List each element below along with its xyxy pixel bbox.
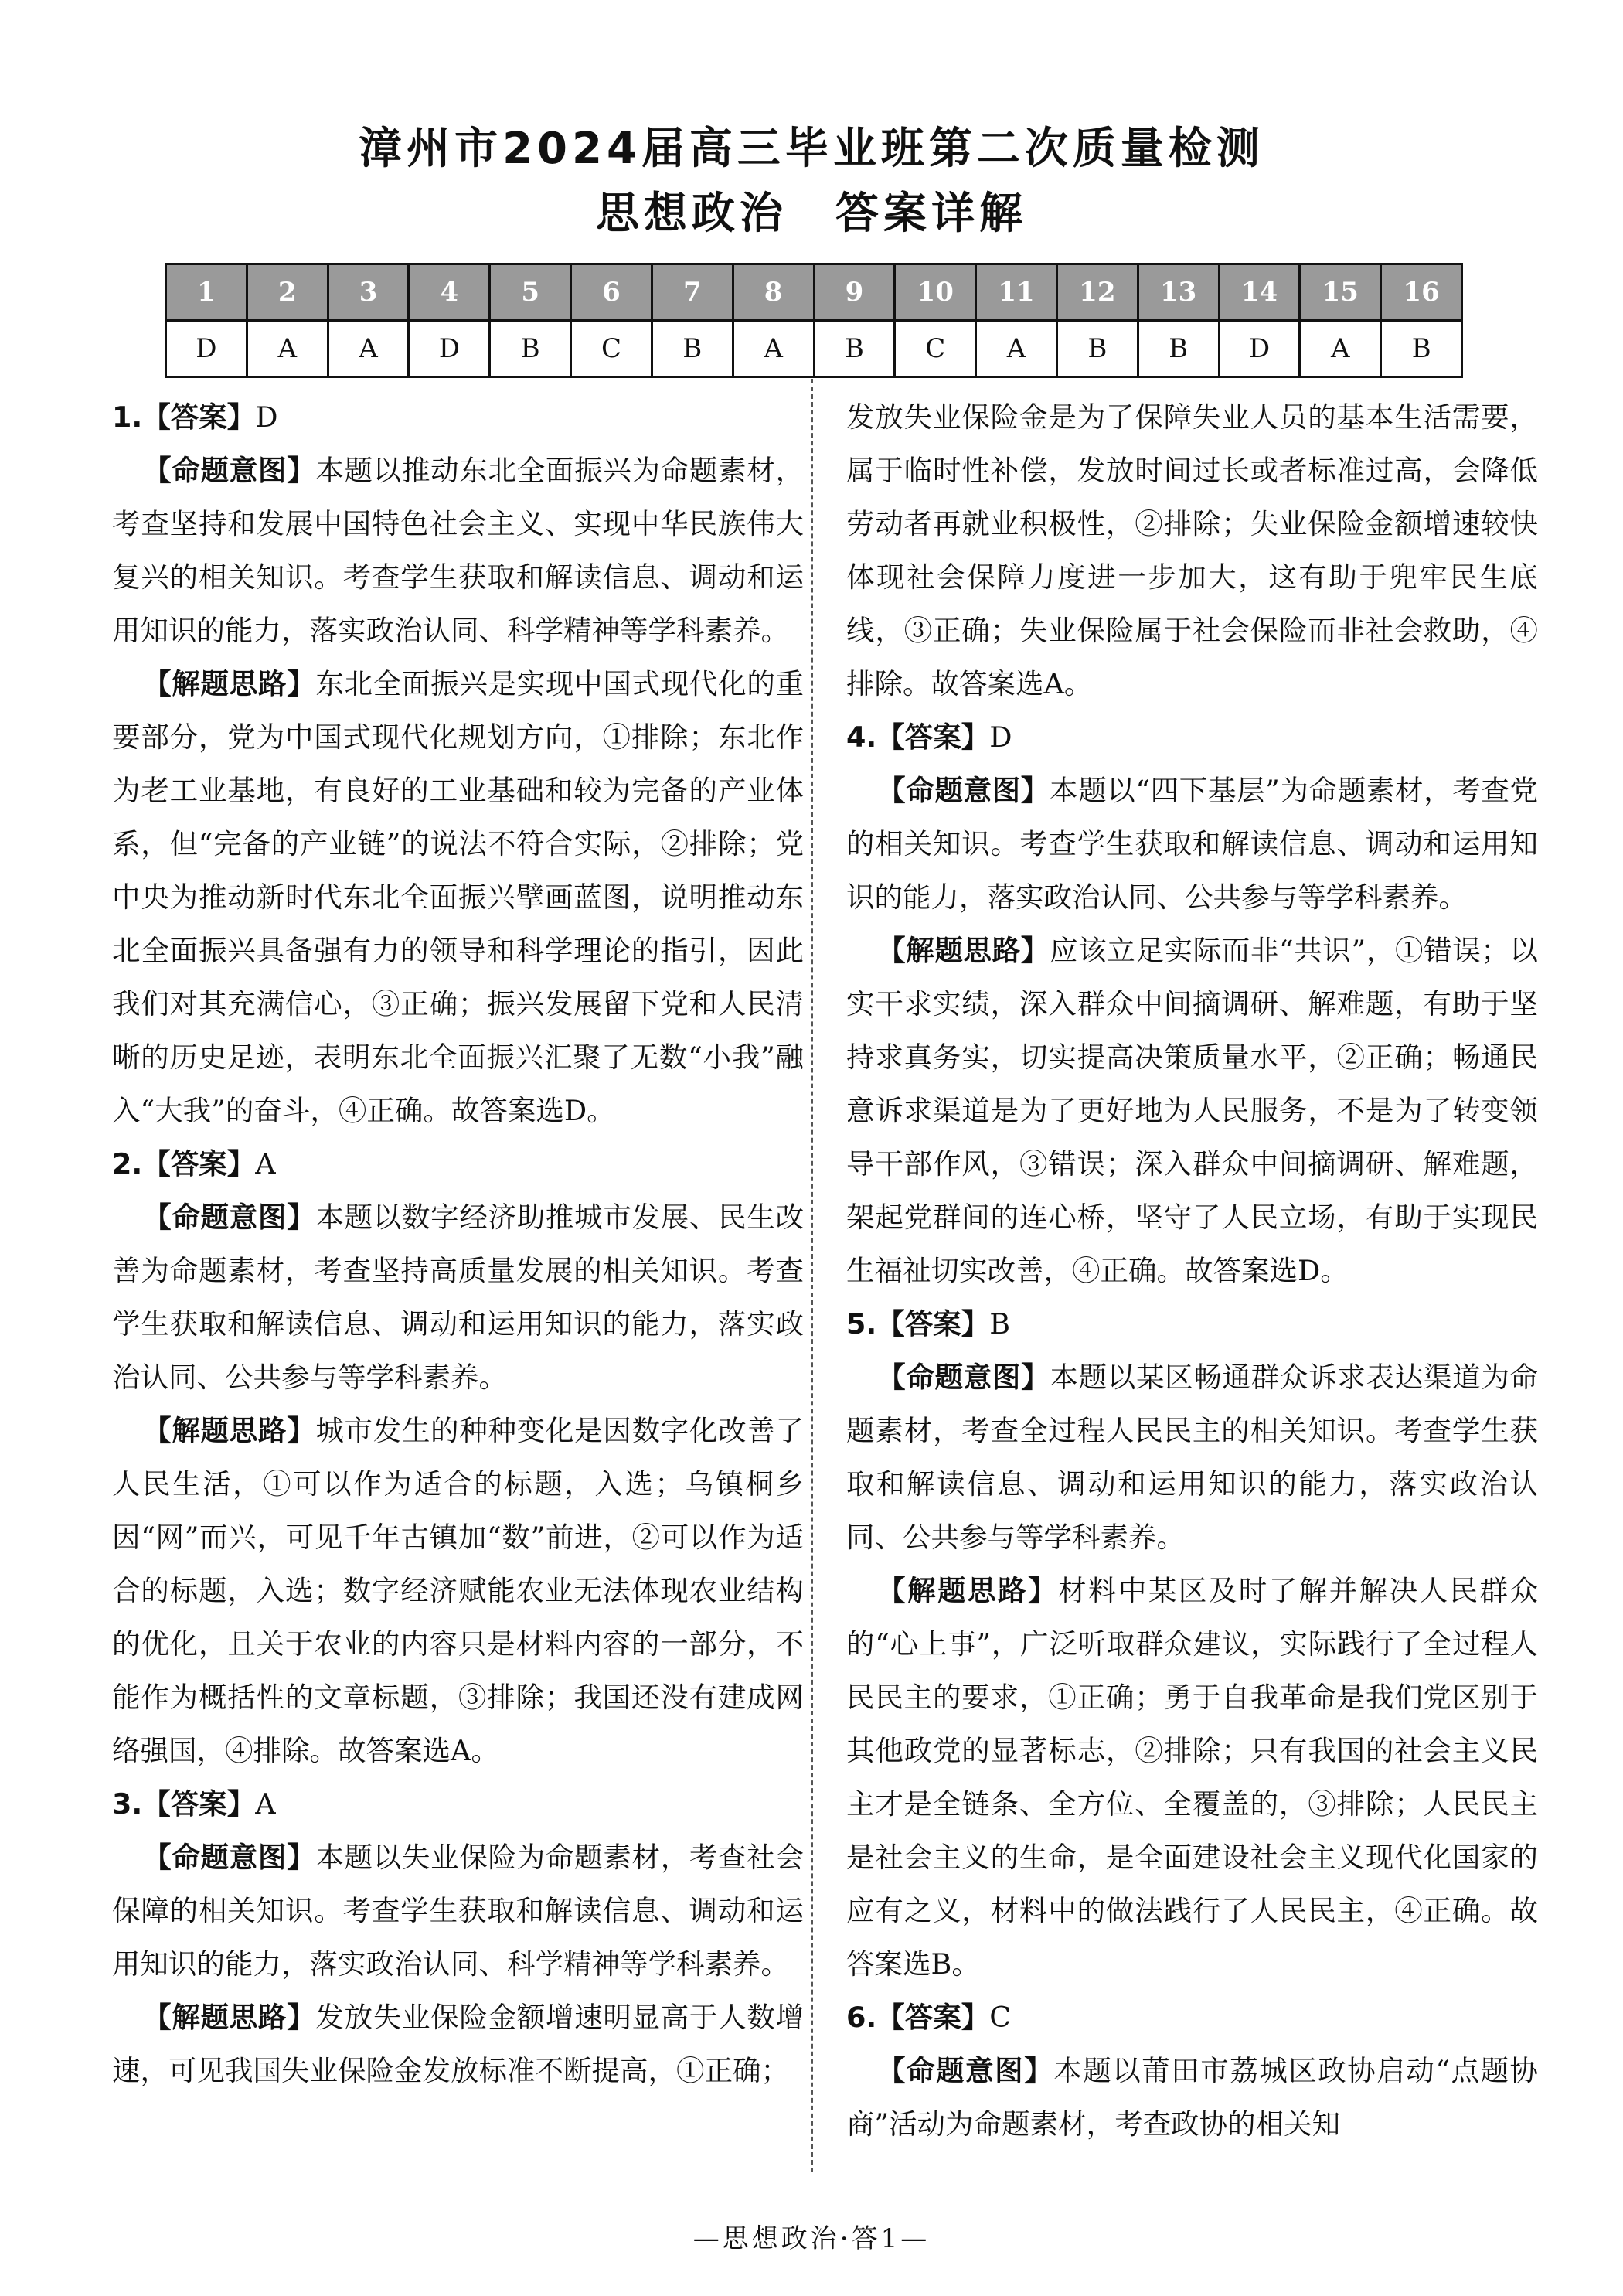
- answer-value: B: [989, 1307, 1011, 1340]
- answer-label: 【答案】: [142, 400, 256, 434]
- question-number-cell: 7: [652, 264, 733, 321]
- question-number-cell: 13: [1138, 264, 1219, 321]
- right-column: [846, 390, 1538, 2151]
- answer-label: 【答案】: [142, 1147, 256, 1180]
- question-number-cell: 9: [814, 264, 895, 321]
- thinking-label: 【解题思路】: [877, 1574, 1058, 1607]
- question-number: 4.: [846, 720, 877, 754]
- intent-label: 【命题意图】: [143, 1841, 316, 1874]
- question-number: 3.: [112, 1787, 143, 1821]
- question-number: 6.: [846, 2001, 877, 2034]
- question-4-thinking: [846, 924, 1538, 1297]
- answer-key-table: [165, 263, 1463, 378]
- question-number-cell: 4: [409, 264, 490, 321]
- page-subtitle: 思想政治 答案详解: [596, 189, 1027, 239]
- page-footer: —思想政治·答1—: [692, 2223, 931, 2254]
- question-number-cell: 16: [1381, 264, 1462, 321]
- question-number-cell: 3: [328, 264, 409, 321]
- intent-label: 【命题意图】: [143, 1201, 316, 1234]
- page-title: 漳州市2024届高三毕业班第二次质量检测: [359, 124, 1264, 174]
- question-number-cell: 2: [247, 264, 328, 321]
- question-1-answer-line: [112, 390, 804, 444]
- answer-value: A: [255, 1787, 276, 1821]
- thinking-label: 【解题思路】: [143, 667, 316, 700]
- question-number: 5.: [846, 1307, 877, 1340]
- question-2-answer-line: [112, 1137, 804, 1191]
- question-3-answer-line: [112, 1777, 804, 1831]
- thinking-text: 东北全面振兴是实现中国式现代化的重要部分，党为中国式现代化规划方向，①排除；东北作为老工业基地，有良好的工业基础和较为完备的产业体系，但“完备的产业链”的说法不符合实际，②排除；党中央为推动新时代东北全面振兴擘画蓝图，说明推动东北全面振兴具备强有力的领导和科学理论的指引，因此我们对其充满信心，③正确；振兴发展留下党和人民清晰的历史足迹，表明东北全面振兴汇聚了无数“小我”融入“大我”的奋斗，④正确。故答案选D。: [112, 667, 805, 1127]
- question-number-cell: 10: [895, 264, 976, 321]
- answer-cell: C: [895, 321, 976, 377]
- question-number-cell: 12: [1056, 264, 1138, 321]
- intent-label: 【命题意图】: [877, 1361, 1050, 1394]
- question-number-cell: 8: [733, 264, 814, 321]
- thinking-text: 应该立足实际而非“共识”，①错误；以实干求实绩，深入群众中间摘调研、解难题，有助于坚持求真务实，切实提高决策质量水平，②正确；畅通民意诉求渠道是为了更好地为人民服务，不是为了转变领导干部作风，③错误；深入群众中间摘调研、解难题，架起党群间的连心桥，坚守了人民立场，有助于实现民生福祉切实改善，④正确。故答案选D。: [846, 934, 1538, 1287]
- answer-cell: D: [409, 321, 490, 377]
- answer-cell: D: [166, 321, 247, 377]
- question-1-thinking: [112, 657, 804, 1137]
- question-2-intent: [112, 1191, 804, 1404]
- question-6-answer-line: [846, 1991, 1538, 2044]
- answer-cell: B: [1056, 321, 1138, 377]
- question-1-intent: [112, 444, 804, 657]
- question-number-cell: 5: [490, 264, 571, 321]
- thinking-text: 材料中某区及时了解并解决人民群众的“心上事”，广泛听取群众建议，实际践行了全过程人民民主的要求，①正确；勇于自我革命是我们党区别于其他政党的显著标志，②排除；只有我国的社会主义民主才是全链条、全方位、全覆盖的，③排除；人民民主是社会主义的生命，是全面建设社会主义现代化国家的应有之义，材料中的做法践行了人民民主，④正确。故答案选B。: [846, 1574, 1539, 1981]
- answer-cell: A: [1300, 321, 1381, 377]
- answer-value: C: [989, 2001, 1012, 2034]
- answer-label: 【答案】: [876, 1307, 990, 1340]
- answer-key-number-row: [166, 264, 1462, 321]
- question-number: 1.: [112, 400, 143, 434]
- answer-cell: B: [490, 321, 571, 377]
- question-number-cell: 15: [1300, 264, 1381, 321]
- answer-cell: A: [976, 321, 1057, 377]
- answer-cell: B: [814, 321, 895, 377]
- question-number-cell: 14: [1219, 264, 1300, 321]
- thinking-text: 发放失业保险金额增速明显高于人数增速，可见我国失业保险金发放标准不断提高，①正确；: [112, 2001, 805, 2087]
- intent-label: 【命题意图】: [877, 774, 1050, 807]
- intent-label: 【命题意图】: [143, 454, 316, 487]
- answer-cell: A: [247, 321, 328, 377]
- intent-text: 本题以某区畅通群众诉求表达渠道为命题素材，考查全过程人民民主的相关知识。考查学生获取和解读信息、调动和运用知识的能力，落实政治认同、公共参与等学科素养。: [846, 1361, 1539, 1554]
- answer-cell: B: [652, 321, 733, 377]
- question-5-intent: [846, 1351, 1538, 1564]
- left-column: [112, 390, 804, 2097]
- answer-cell: D: [1219, 321, 1300, 377]
- answer-key-answer-row: [166, 321, 1462, 377]
- answer-cell: A: [328, 321, 409, 377]
- question-3-intent: [112, 1831, 804, 1991]
- thinking-label: 【解题思路】: [143, 1414, 316, 1447]
- question-3-thinking-continued: 发放失业保险金是为了保障失业人员的基本生活需要，属于临时性补偿，发放时间过长或者标准过高，会降低劳动者再就业积极性，②排除；失业保险金额增速较快体现社会保障力度进一步加大，这有助于兜牢民生底线，③正确；失业保险属于社会保险而非社会救助，④排除。故答案选A。: [846, 400, 1538, 700]
- answer-value: A: [255, 1147, 276, 1180]
- question-4-answer-line: [846, 710, 1538, 764]
- question-number-cell: 6: [571, 264, 652, 321]
- question-number-cell: 1: [166, 264, 247, 321]
- answer-value: D: [989, 720, 1012, 754]
- answer-label: 【答案】: [142, 1787, 256, 1821]
- intent-text: 本题以失业保险为命题素材，考查社会保障的相关知识。考查学生获取和解读信息、调动和运用知识的能力，落实政治认同、科学精神等学科素养。: [112, 1841, 805, 1981]
- question-number-cell: 11: [976, 264, 1057, 321]
- question-2-thinking: [112, 1404, 804, 1777]
- answer-cell: A: [733, 321, 814, 377]
- answer-cell: C: [571, 321, 652, 377]
- thinking-text: 城市发生的种种变化是因数字化改善了人民生活，①可以作为适合的标题，入选；乌镇桐乡因“网”而兴，可见千年古镇加“数”前进，②可以作为适合的标题，入选；数字经济赋能农业无法体现农业结构的优化，且关于农业的内容只是材料内容的一部分，不能作为概括性的文章标题，③排除；我国还没有建成网络强国，④排除。故答案选A。: [112, 1414, 805, 1767]
- question-5-answer-line: [846, 1297, 1538, 1351]
- intent-text: 本题以莆田市荔城区政协启动“点题协商”活动为命题素材，考查政协的相关知: [846, 2054, 1538, 2141]
- question-4-intent: [846, 764, 1538, 924]
- intent-label: 【命题意图】: [877, 2054, 1054, 2087]
- thinking-label: 【解题思路】: [877, 934, 1050, 967]
- answer-cell: B: [1138, 321, 1219, 377]
- column-divider: [812, 379, 813, 2172]
- answer-value: D: [255, 400, 278, 434]
- intent-text: 本题以“四下基层”为命题素材，考查党的相关知识。考查学生获取和解读信息、调动和运用知识的能力，落实政治认同、公共参与等学科素养。: [846, 774, 1538, 914]
- thinking-label: 【解题思路】: [143, 2001, 316, 2034]
- answer-label: 【答案】: [876, 2001, 990, 2034]
- question-5-thinking: [846, 1564, 1538, 1991]
- question-6-intent: [846, 2044, 1538, 2151]
- question-number: 2.: [112, 1147, 143, 1180]
- intent-text: 本题以推动东北全面振兴为命题素材，考查坚持和发展中国特色社会主义、实现中华民族伟大复兴的相关知识。考查学生获取和解读信息、调动和运用知识的能力，落实政治认同、科学精神等学科素养。: [112, 454, 805, 647]
- intent-text: 本题以数字经济助推城市发展、民生改善为命题素材，考查坚持高质量发展的相关知识。考查学生获取和解读信息、调动和运用知识的能力，落实政治认同、公共参与等学科素养。: [112, 1201, 805, 1394]
- question-3-thinking: [112, 1991, 804, 2097]
- answer-label: 【答案】: [876, 720, 990, 754]
- answer-cell: B: [1381, 321, 1462, 377]
